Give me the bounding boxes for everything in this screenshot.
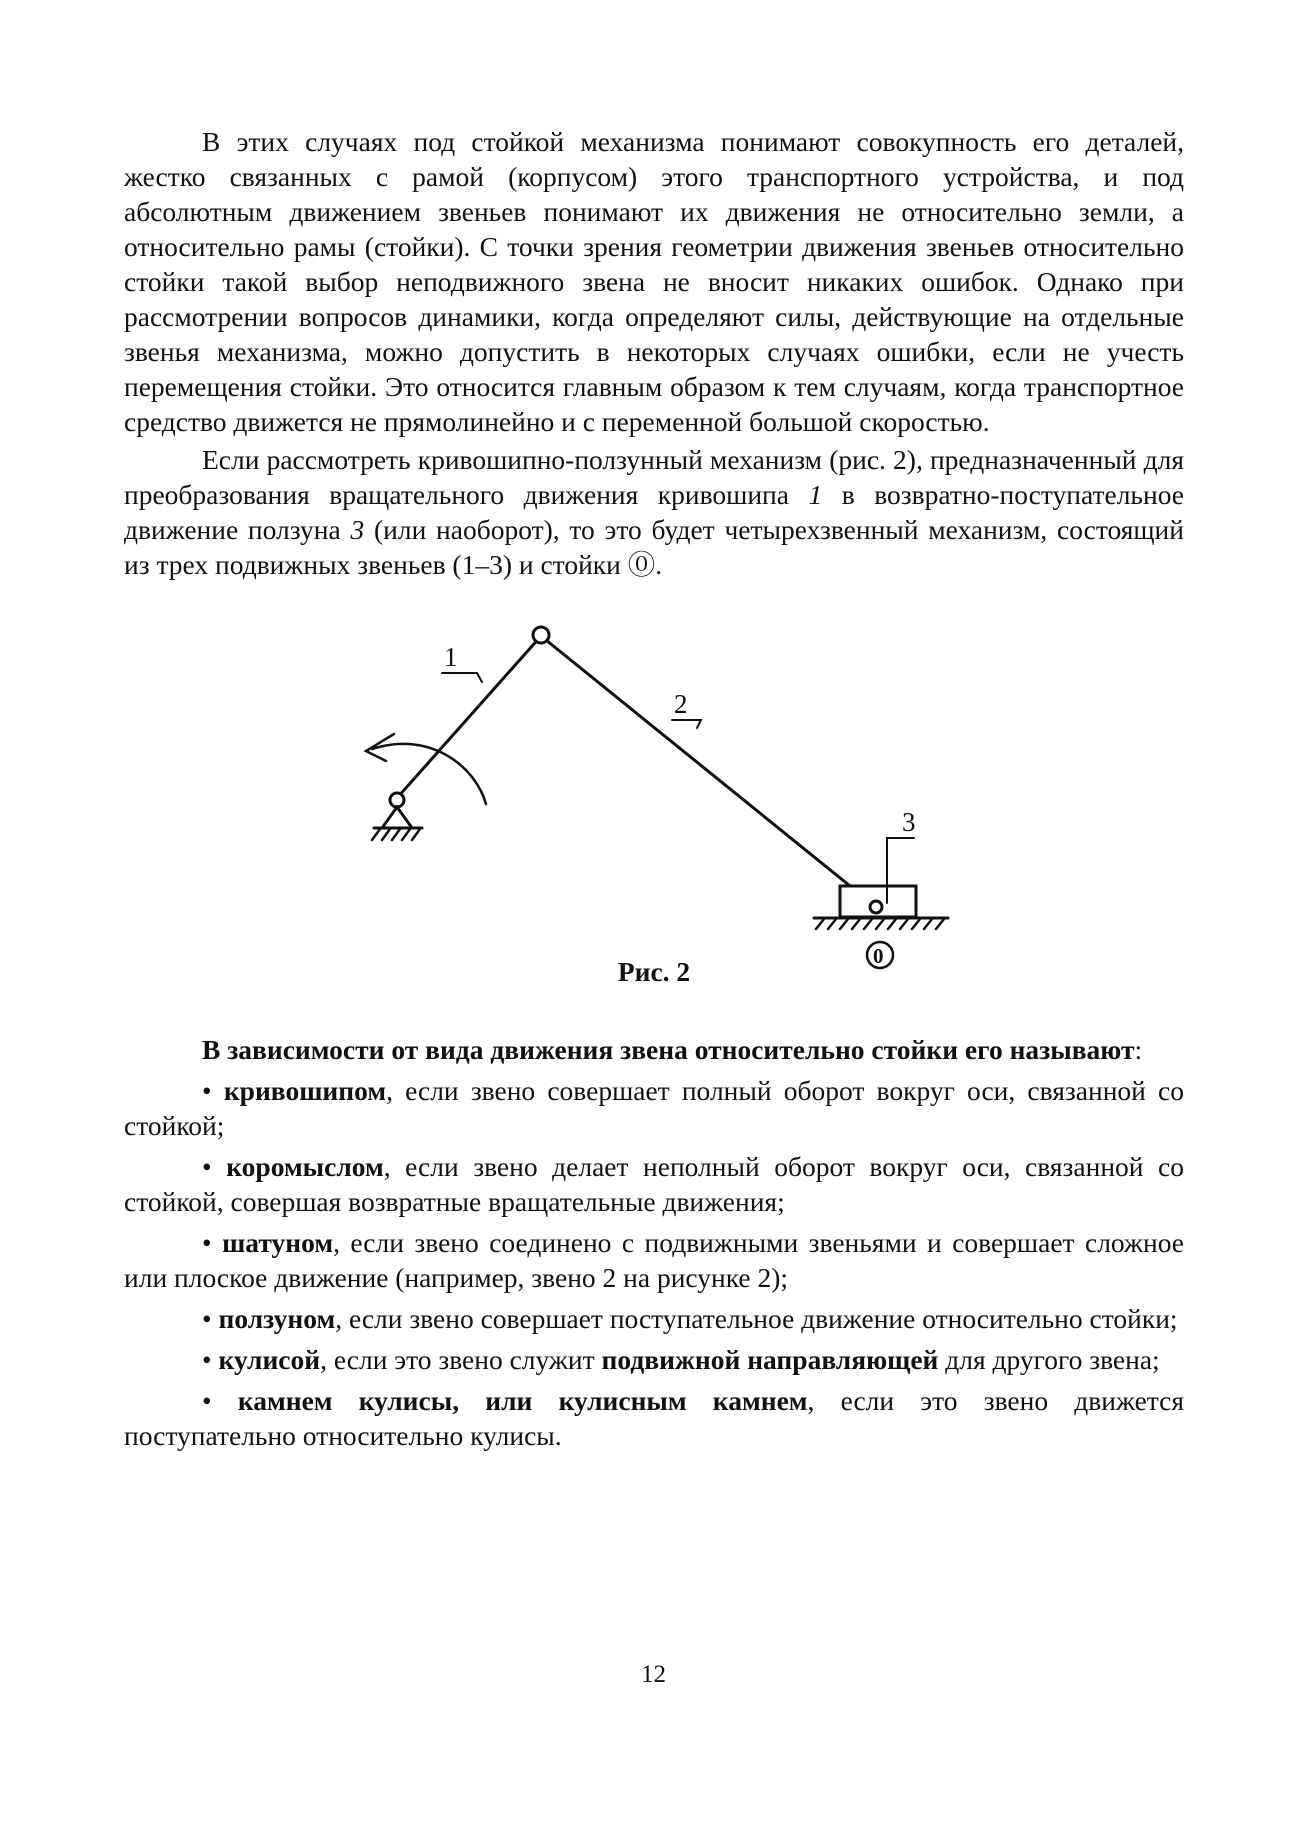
list-item (124, 1073, 1184, 1143)
term: кулисой (218, 1344, 321, 1375)
definition-b: для другого звена; (938, 1344, 1160, 1375)
term: шатуном (222, 1227, 334, 1258)
definition: , если звено совершает поступательное движение относительно стойки; (335, 1303, 1178, 1334)
definition-bold: подвижной направляющей (601, 1344, 939, 1375)
bullet-icon: • (202, 1075, 212, 1106)
connecting-rod-link (541, 636, 876, 907)
definition: , если звено соединено с подвижными звеньями и совершает сложное или плоское движение (например, звено 2 на рисунке 2); (124, 1227, 1184, 1293)
figure-label-3: 3 (902, 807, 916, 837)
list-item (124, 1383, 1184, 1453)
leader-line-1 (442, 673, 482, 682)
bullet-icon: • (202, 1344, 212, 1375)
paragraph-2-text-c: (или наоборот), то это будет четырехзвенный механизм, состоящий из трех подвижных звеньев (1–3) и стойки (124, 514, 1184, 580)
term: кривошипом (223, 1075, 387, 1106)
crank-rod-joint (533, 627, 549, 643)
definition-a: , если это звено служит (320, 1344, 602, 1375)
paragraph-2 (124, 442, 1184, 582)
figure-caption: Рис. 2 (617, 956, 691, 987)
link-types-section (124, 1032, 1184, 1453)
list-item (124, 1342, 1184, 1377)
pivot-support (382, 807, 412, 828)
definition: , если звено делает неполный оборот вокруг оси, связанной со стойкой, совершая возвратные вращательные движения; (124, 1151, 1185, 1217)
rotation-arrow-arc (372, 744, 486, 804)
leader-line-2 (672, 720, 701, 728)
paragraph-2-text-b: в возвратно-поступательное движение ползуна (124, 479, 1184, 545)
paragraph-1: В этих случаях под стойкой механизма понимают совокупность его деталей, жестко связанных с рамой (корпусом) этого транспортного устройства, и под абсолютным движением звеньев понимают их движения не относительно земли, а относительно рамы (стойки). С точки зрения геометрии движения звеньев относительно стойки такой выбор неподвижного звена не вносит никаких ошибок. Однако при рассмотрении вопросов динамики, когда определяют силы, действующие на отдельные звенья механизма, можно допустить в некоторых случаях ошибки, если не учесть перемещения стойки. Это относится главным образом к тем случаям, когда транспортное средство движется не прямолинейно и с переменной большой скоростью. (124, 126, 1184, 437)
term: коромыслом (226, 1151, 384, 1182)
term: ползуном (218, 1303, 336, 1334)
term: камнем кулисы, или кулисным камнем (237, 1385, 808, 1416)
bullet-icon: • (202, 1227, 212, 1258)
section-intro-bold: В зависимости от вида движения звена относительно стойки его называют (202, 1034, 1135, 1065)
paragraph-2-end: . (655, 549, 663, 580)
link-number-3: 3 (350, 514, 365, 545)
section-intro-colon: : (1134, 1034, 1143, 1065)
definition: , если это звено движется поступательно относительно кулисы. (124, 1385, 1185, 1451)
slider-joint (870, 901, 882, 913)
crank-slider-diagram (124, 616, 1184, 968)
pivot-ground-hatch (372, 829, 420, 840)
paragraph-2-text-a: Если рассмотреть кривошипно-ползунный механизм (рис. 2), предназначенный для преобразования вращательного движения кривошипа (124, 444, 1184, 510)
bullet-icon: • (202, 1303, 212, 1334)
definition: , если звено совершает полный оборот вокруг оси, связанной со стойкой; (124, 1075, 1184, 1141)
list-item (124, 1301, 1184, 1336)
stand-symbol: ⓪ (627, 549, 656, 580)
list-item (124, 1225, 1184, 1295)
figure-label-1: 1 (444, 642, 458, 672)
slider-guide-hatch (816, 919, 944, 929)
mechanism-figure (124, 616, 1184, 968)
section-intro (124, 1032, 1184, 1067)
list-item (124, 1149, 1184, 1219)
bullet-icon: • (202, 1385, 212, 1416)
figure-label-2: 2 (674, 689, 688, 719)
page-content (124, 124, 1184, 1453)
page-number: 12 (641, 1661, 666, 1688)
figure-label-0: 0 (873, 944, 884, 968)
bullet-icon: • (202, 1151, 212, 1182)
link-number-1: 1 (808, 479, 823, 510)
